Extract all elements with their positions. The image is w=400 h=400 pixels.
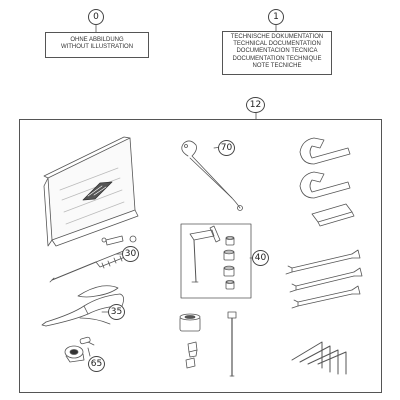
allen-key-icon bbox=[292, 342, 346, 374]
documentation-line-3: DOCUMENTACION TECNICA bbox=[236, 48, 318, 55]
callout-1: 1 bbox=[268, 9, 284, 25]
callout-70: 70 bbox=[218, 140, 235, 156]
callout-12: 12 bbox=[246, 97, 265, 113]
spacer-bar-icon bbox=[312, 204, 354, 226]
documentation-line-1: TECHNISCHE DOKUMENTATION bbox=[230, 34, 324, 40]
callout-40: 40 bbox=[252, 250, 269, 266]
no-illustration-line-2: WITHOUT ILLUSTRATION bbox=[60, 44, 134, 51]
callout-35: 35 bbox=[108, 304, 125, 320]
pin-spanner-icon bbox=[300, 138, 350, 198]
documentation-line-2: TECHNICAL DOCUMENTATION bbox=[233, 41, 321, 48]
callout-30: 30 bbox=[122, 246, 139, 262]
documentation-line-4: DOCUMENTATION TECHNIQUE bbox=[232, 55, 322, 62]
socket-set-box bbox=[181, 224, 251, 298]
callout-0: 0 bbox=[88, 9, 104, 25]
open-end-wrench-icon bbox=[286, 250, 362, 308]
tool-bag-icon bbox=[44, 137, 138, 246]
callout-65: 65 bbox=[88, 356, 105, 372]
socket-extension-icon bbox=[180, 312, 236, 376]
no-illustration-line-1: OHNE ABBILDUNG bbox=[70, 37, 124, 43]
documentation-line-5: NOTE TECNICHE bbox=[252, 62, 302, 69]
